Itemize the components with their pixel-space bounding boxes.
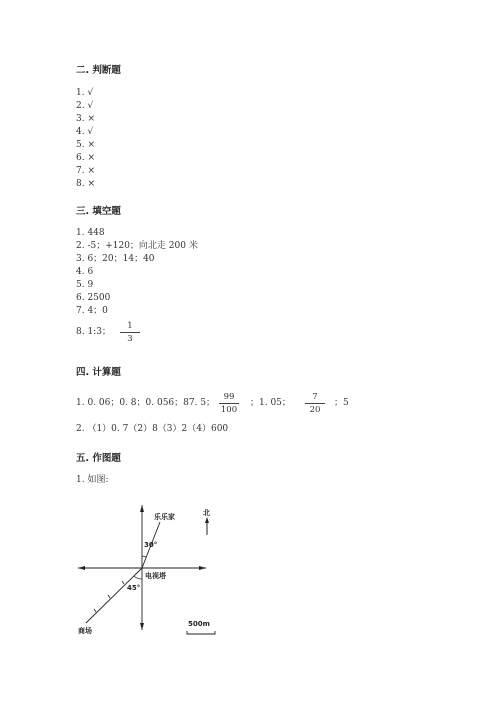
fraction-7-20 <box>302 392 328 415</box>
fraction-numerator: 7 <box>312 392 318 402</box>
angle-45-label: 45° <box>127 584 141 592</box>
section-title-fill-blank: 三. 填空题 <box>76 206 121 217</box>
angle-arc-30 <box>142 556 146 557</box>
angle-arc-45 <box>134 576 142 579</box>
judgement-item-6: 6. × <box>76 153 95 163</box>
fill-item-5: 5. 9 <box>76 280 94 290</box>
calc-line-1-part-a: 1. 0. 06；0. 8；0. 056；87. 5； <box>76 398 216 408</box>
axis-arrow-right <box>199 566 206 570</box>
judgement-item-2: 2. √ <box>76 101 94 111</box>
map-diagram <box>70 495 230 645</box>
tv-tower-label: 电视塔 <box>145 572 166 580</box>
tick-mark <box>108 595 110 598</box>
section-title-judgement: 二. 判断题 <box>76 65 121 76</box>
judgement-item-3: 3. × <box>76 114 95 124</box>
calc-line-2: 2. （1）0. 7（2）8（3）2（4）600 <box>76 424 229 434</box>
axis-arrow-down <box>140 623 144 630</box>
fraction-one-third <box>117 321 143 344</box>
north-arrow-icon <box>205 517 209 523</box>
fill-item-8: 8. 1:3； <box>76 327 111 337</box>
fill-item-1: 1. 448 <box>76 228 105 238</box>
fraction-numerator: 1 <box>127 321 133 331</box>
tick-mark <box>94 609 96 612</box>
tick-mark <box>122 581 124 584</box>
lele-home-label: 乐乐家 <box>154 513 175 521</box>
line-to-mall <box>86 568 142 623</box>
fraction-denominator: 20 <box>309 405 321 415</box>
judgement-item-8: 8. × <box>76 179 95 189</box>
fraction-bar <box>120 332 140 333</box>
judgement-item-7: 7. × <box>76 166 95 176</box>
fraction-bar <box>305 403 325 404</box>
fraction-denominator: 100 <box>220 405 238 415</box>
fill-item-3: 3. 6；20；14；40 <box>76 254 155 264</box>
fill-item-2: 2. -5；+120；向北走 200 米 <box>76 241 198 251</box>
section-title-calculation: 四. 计算题 <box>76 367 121 378</box>
fraction-99-100 <box>216 392 242 415</box>
mall-label: 商场 <box>78 627 92 635</box>
fill-item-6: 6. 2500 <box>76 293 111 303</box>
scale-label: 500m <box>188 620 210 628</box>
scale-bar <box>187 631 215 634</box>
judgement-item-4: 4. √ <box>76 127 94 137</box>
angle-30-label: 30° <box>144 541 158 549</box>
section-title-drawing: 五. 作图题 <box>76 453 121 464</box>
axis-arrow-up <box>140 505 144 512</box>
calc-line-1-part-c: ；5 <box>334 398 349 408</box>
drawing-item-1: 1. 如图: <box>76 475 109 485</box>
fraction-denominator: 3 <box>127 334 133 344</box>
calc-line-1-part-b: ；1. 05； <box>250 398 291 408</box>
axis-arrow-left <box>78 566 85 570</box>
judgement-item-1: 1. √ <box>76 88 94 98</box>
fraction-numerator: 99 <box>223 392 235 402</box>
judgement-item-5: 5. × <box>76 140 95 150</box>
fraction-bar <box>219 403 239 404</box>
fill-item-7: 7. 4；0 <box>76 306 108 316</box>
fill-item-4: 4. 6 <box>76 267 94 277</box>
north-label: 北 <box>203 509 210 517</box>
